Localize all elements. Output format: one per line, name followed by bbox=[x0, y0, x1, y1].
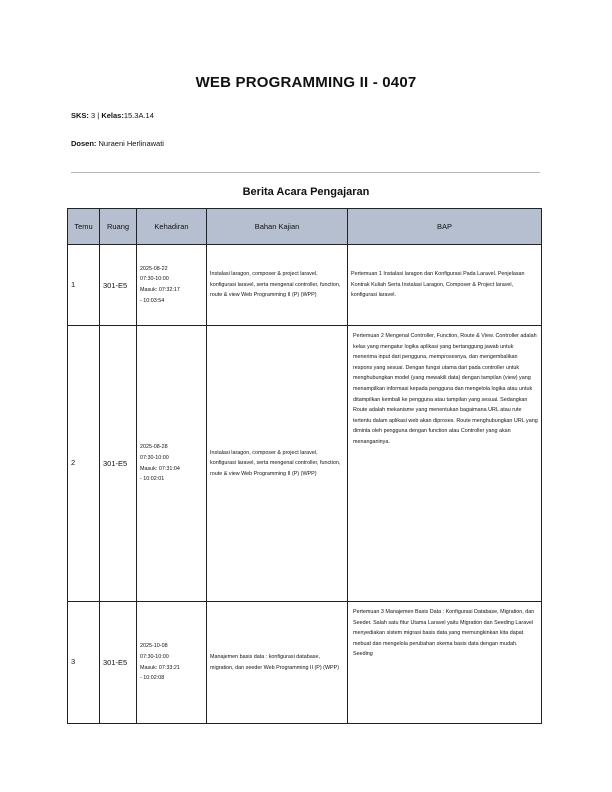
divider bbox=[71, 172, 540, 173]
kehadiran-checkin: Masuk: 07:32:17 bbox=[140, 287, 180, 293]
kehadiran-cell bbox=[137, 245, 207, 326]
bap-cell: Pertemuan 2 Mengenal Controller, Function, Route & View. Controller adalah kelas yang mengatur logika aplikasi yang bertanggung jawab untuk menerima input dari pengguna, memprosesnya, dan mengembalikan respons yang sesuai. Dengan fungsi utama dari pada controller untuk menghubungkan model (yang mewakili data) dengan tampilan (view) yang menampilkan informasi kepada pengguna dan mengelola logika atau untuk ditampilkan kembali ke pengguna atau tampilan yang sesuai. Sedangkan Route adalah mekanisme yang menentukan bagaimana URL atau rute tertentu dalam aplikasi web akan diproses. Route menghubungkan URL yang diminta oleh pengguna dengan function atau Controller yang akan menanganinya. bbox=[348, 326, 542, 602]
ruang-cell: 301-E5 bbox=[100, 602, 137, 724]
section-title: Berita Acara Pengajaran bbox=[242, 186, 370, 198]
bahan-kajian-cell: Instalasi laragon, composer & project laravel, konfigurasi laravel, serta mengenal controller, function, route & view Web Programming II (P) (WPP) bbox=[207, 245, 348, 326]
temu-cell: 3 bbox=[68, 602, 100, 724]
bap-cell: Pertemuan 3 Manajemen Basis Data : Konfigurasi Database, Migration, dan Seeder. Salah satu fitur Utama Laravel yaitu Migration dan Seeding Laravel menyediakan sistem migrasi basis data yang memungkinkan kita dapat mebuat dan mengelola perubahan skema basis data dengan mudah. Seeding bbox=[348, 602, 542, 724]
bap-cell: Pertemuan 1 Instalasi laragon dan Konfigurasi Pada Laravel. Penjelasan Kontrak Kuliah Serta Instalasi Laragon, Composer & Project laravel, konfigurasi laravel. bbox=[348, 245, 542, 326]
sks-label: SKS: bbox=[71, 111, 89, 120]
kehadiran-checkout: - 10:02:01 bbox=[140, 476, 165, 483]
document-title: WEB PROGRAMMING II - 0407 bbox=[195, 74, 417, 91]
lecturer-line bbox=[71, 139, 164, 148]
kehadiran-checkin: Masuk: 07:33:21 bbox=[140, 664, 180, 671]
kehadiran-cell bbox=[137, 326, 207, 602]
kelas-value: 15.3A.14 bbox=[123, 111, 154, 120]
header-temu: Temu bbox=[68, 209, 100, 245]
kehadiran-checkout: - 10:03:54 bbox=[140, 297, 165, 304]
header-kehadiran: Kehadiran bbox=[137, 209, 207, 245]
kehadiran-date: 2025-08-28 bbox=[140, 444, 168, 451]
kelas-label: Kelas: bbox=[101, 111, 124, 120]
table-row bbox=[68, 602, 542, 724]
info-separator: | bbox=[97, 111, 100, 120]
sks-value: 3 bbox=[91, 111, 96, 120]
teaching-log-table bbox=[67, 208, 542, 724]
header-bap: BAP bbox=[348, 209, 542, 245]
kehadiran-schedule: 07:30-10:00 bbox=[140, 276, 169, 283]
kehadiran-checkin: Masuk: 07:31:04 bbox=[140, 465, 180, 472]
ruang-cell: 301-E5 bbox=[100, 326, 137, 602]
table-row bbox=[68, 245, 542, 326]
header-ruang: Ruang bbox=[100, 209, 137, 245]
table-header-row bbox=[68, 209, 542, 245]
header-bahan-kajian: Bahan Kajian bbox=[207, 209, 348, 245]
kehadiran-schedule: 07:30-10:00 bbox=[140, 454, 169, 461]
course-info-line bbox=[71, 111, 154, 120]
bahan-kajian-cell: Instalasi laragon, composer & project laravel, konfigurasi laravel, serta mengenal controller, function, route & view Web Programming II (P) (WPP) bbox=[207, 326, 348, 602]
temu-cell: 1 bbox=[68, 245, 100, 326]
table-row bbox=[68, 326, 542, 602]
temu-cell: 2 bbox=[68, 326, 100, 602]
ruang-cell: 301-E5 bbox=[100, 245, 137, 326]
kehadiran-checkout: - 10:02:08 bbox=[140, 675, 165, 682]
kehadiran-schedule: 07:30-10:00 bbox=[140, 653, 169, 660]
kehadiran-date: 2025-08-22 bbox=[140, 265, 168, 272]
kehadiran-cell bbox=[137, 602, 207, 724]
dosen-label: Dosen: bbox=[71, 139, 97, 148]
bahan-kajian-cell: Manajemen basis data : konfigurasi database, migration, dan seeder Web Programming II (P) (WPP) bbox=[207, 602, 348, 724]
kehadiran-date: 2025-10-08 bbox=[140, 643, 168, 650]
dosen-value: Nuraeni Herlinawati bbox=[98, 139, 164, 148]
